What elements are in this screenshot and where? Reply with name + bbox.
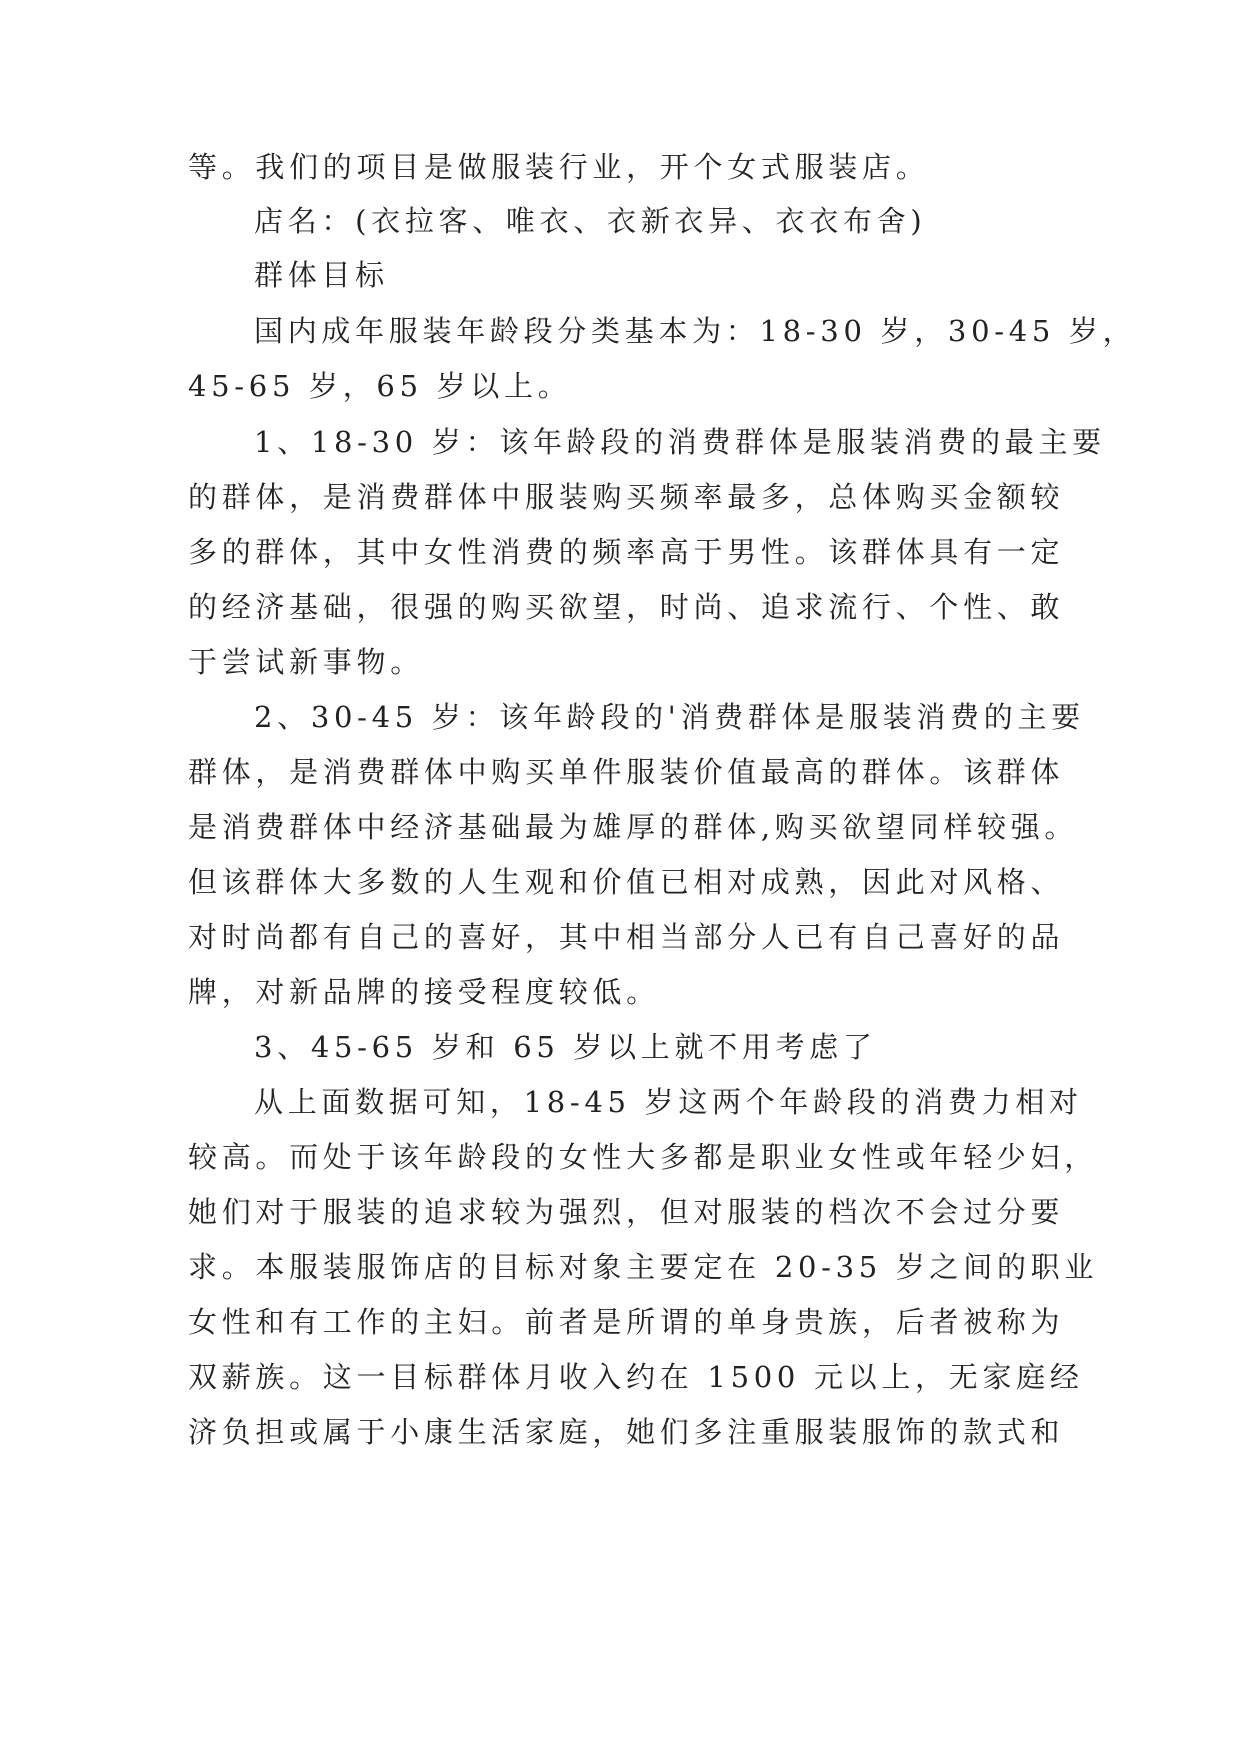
text-line: 的群体，是消费群体中服装购买频率最多，总体购买金额较 <box>188 480 1065 514</box>
section-heading: 群体目标 <box>254 258 389 292</box>
text-line: 2、30-45 岁：该年龄段的'消费群体是服装消费的主要 <box>254 700 1085 734</box>
text-line: 于尝试新事物。 <box>188 645 424 679</box>
text-line: 多的群体，其中女性消费的频率高于男性。该群体具有一定 <box>188 535 1065 569</box>
text-line: 3、45-65 岁和 65 岁以上就不用考虑了 <box>254 1030 877 1064</box>
text-line: 求。本服装服饰店的目标对象主要定在 20-35 岁之间的职业 <box>188 1250 1099 1284</box>
text-line: 较高。而处于该年龄段的女性大多都是职业女性或年轻少妇， <box>188 1140 1098 1174</box>
text-line: 女性和有工作的主妇。前者是所谓的单身贵族，后者被称为 <box>188 1305 1065 1339</box>
text-line: 国内成年服装年龄段分类基本为：18-30 岁，30-45 岁， <box>254 314 1137 348</box>
text-line: 店名：(衣拉客、唯衣、衣新衣异、衣衣布舍) <box>254 204 927 238</box>
text-line: 群体，是消费群体中购买单件服装价值最高的群体。该群体 <box>188 755 1065 789</box>
text-line: 她们对于服装的追求较为强烈，但对服装的档次不会过分要 <box>188 1195 1065 1229</box>
text-line: 牌，对新品牌的接受程度较低。 <box>188 975 660 1009</box>
text-line: 的经济基础，很强的购买欲望，时尚、追求流行、个性、敢 <box>188 590 1065 624</box>
text-line: 等。我们的项目是做服装行业，开个女式服装店。 <box>188 150 930 184</box>
text-line: 济负担或属于小康生活家庭，她们多注重服装服饰的款式和 <box>188 1415 1065 1449</box>
text-line: 是消费群体中经济基础最为雄厚的群体,购买欲望同样较强。 <box>188 810 1079 844</box>
text-line: 但该群体大多数的人生观和价值已相对成熟，因此对风格、 <box>188 865 1065 899</box>
text-line: 1、18-30 岁：该年龄段的消费群体是服装消费的最主要 <box>254 425 1106 459</box>
text-line: 双薪族。这一目标群体月收入约在 1500 元以上，无家庭经 <box>188 1360 1084 1394</box>
text-line: 45-65 岁，65 岁以上。 <box>188 369 572 403</box>
text-line: 从上面数据可知，18-45 岁这两个年龄段的消费力相对 <box>254 1085 1083 1119</box>
text-line: 对时尚都有自己的喜好，其中相当部分人已有自己喜好的品 <box>188 920 1065 954</box>
